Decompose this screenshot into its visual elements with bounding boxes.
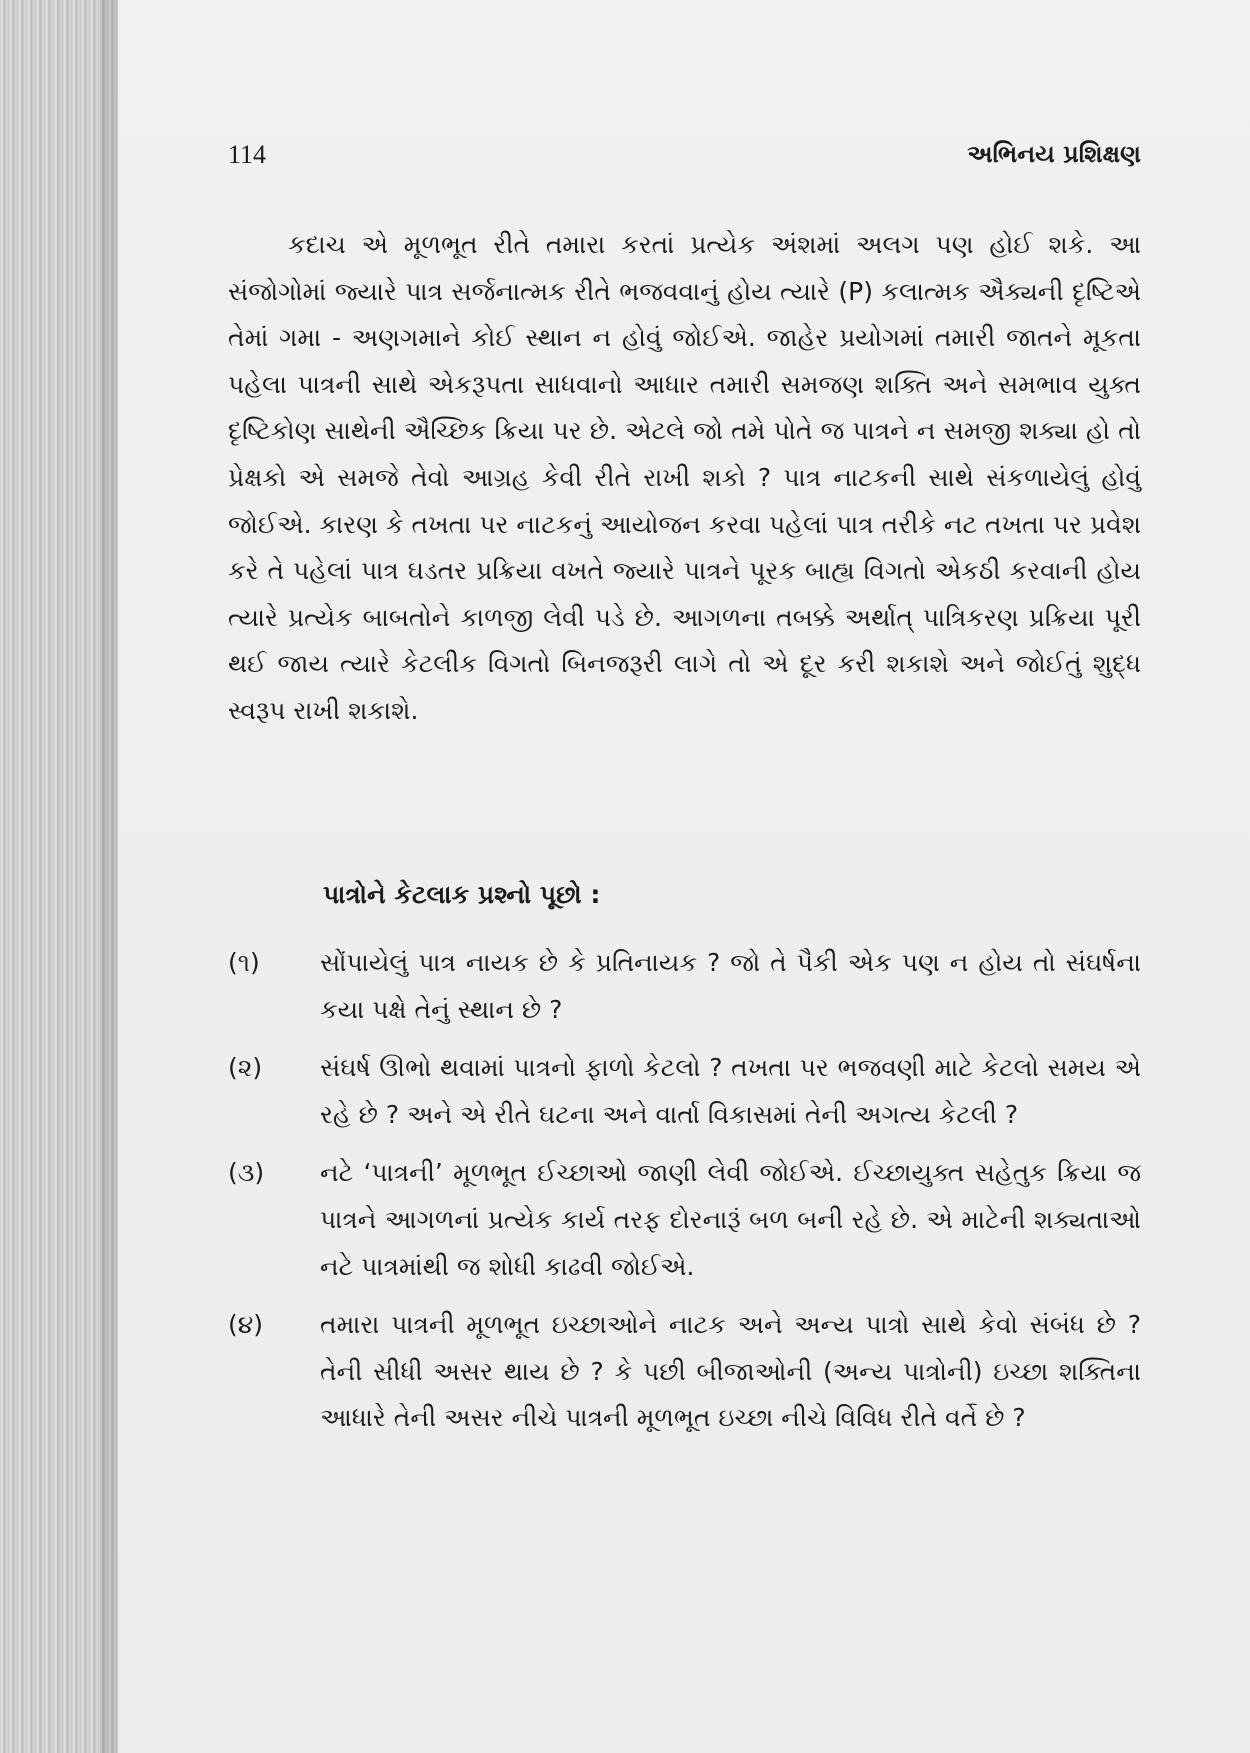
question-item xyxy=(228,940,1141,1033)
question-text: નટે ‘પાત્રની’ મૂળભૂત ઈચ્છાઓ જાણી લેવી જોઈએ. ઈચ્છાયુક્ત સહેતુક ક્રિયા જ પાત્રને આગળનાં પ્રત્યેક કાર્ય તરફ દોરનારૂં બળ બની રહે છે. એ માટેની શક્યતાઓ નટે પાત્રમાંથી જ શોધી કાઢવી જોઈએ. xyxy=(320,1158,1141,1281)
question-item xyxy=(228,1045,1141,1138)
question-number: (૪) xyxy=(228,1310,264,1340)
page-header xyxy=(228,140,1141,180)
question-number: (૩) xyxy=(228,1158,265,1188)
question-list xyxy=(228,940,1141,1454)
question-item xyxy=(228,1150,1141,1290)
page-number: 114 xyxy=(228,140,267,169)
question-text: સોંપાયેલું પાત્ર નાયક છે કે પ્રતિનાયક ? જો તે પૈકી એક પણ ન હોય તો સંઘર્ષના કયા પક્ષે તેનું સ્થાન છે ? xyxy=(320,948,1141,1024)
question-item xyxy=(228,1302,1141,1442)
question-number: (૨) xyxy=(228,1053,263,1083)
question-text: સંઘર્ષ ઊભો થવામાં પાત્રનો ફાળો કેટલો ? તખતા પર ભજવણી માટે કેટલો સમય એ રહે છે ? અને એ રીતે ઘટના અને વાર્તા વિકાસમાં તેની અગત્ય કેટલી ? xyxy=(320,1053,1141,1129)
question-number: (૧) xyxy=(228,948,260,977)
question-text: તમારા પાત્રની મૂળભૂત ઇચ્છાઓને નાટક અને અન્ય પાત્રો સાથે કેવો સંબંધ છે ? તેની સીધી અસર થાય છે ? કે પછી બીજાઓની (અન્ય પાત્રોની) ઇચ્છા શક્તિના આધારે તેની અસર નીચે પાત્રની મૂળભૂત ઇચ્છા નીચે વિવિધ રીતે વર્તે છે ? xyxy=(320,1310,1141,1433)
running-title: અભિનય પ્રશિક્ષણ xyxy=(967,140,1141,168)
section-heading: પાત્રોને કેટલાક પ્રશ્નો પૂછો : xyxy=(323,880,601,909)
body-paragraph: કદાચ એ મૂળભૂત રીતે તમારા કરતાં પ્રત્યેક અંશમાં અલગ પણ હોઈ શકે. આ સંજોગોમાં જ્યારે પાત્ર સર્જનાત્મક રીતે ભજવવાનું હોય ત્યારે (P) કલાત્મક ઐક્યની દૃષ્ટિએ તેમાં ગમા - અણગમાને કોઈ સ્થાન ન હોવું જોઈએ. જાહેર પ્રયોગમાં તમારી જાતને મૂકતા પહેલા પાત્રની સાથે એકરૂપતા સાધવાનો આધાર તમારી સમજણ શક્તિ અને સમભાવ યુક્ત દૃષ્ટિકોણ સાથેની ઐચ્છિક ક્રિયા પર છે. એટલે જો તમે પોતે જ પાત્રને ન સમજી શક્યા હો તો પ્રેક્ષકો એ સમજે તેવો આગ્રહ કેવી રીતે રાખી શકો ? પાત્ર નાટકની સાથે સંકળાયેલું હોવું જોઈએ. કારણ કે તખતા પર નાટકનું આયોજન કરવા પહેલાં પાત્ર તરીકે નટ તખતા પર પ્રવેશ કરે તે પહેલાં પાત્ર ઘડતર પ્રક્રિયા વખતે જ્યારે પાત્રને પૂરક બાહ્ય વિગતો એકઠી કરવાની હોય ત્યારે પ્રત્યેક બાબતોને કાળજી લેવી પડે છે. આગળના તબક્કે અર્થાત્ પાત્રિકરણ પ્રક્રિયા પૂરી થઈ જાય ત્યારે કેટલીક વિગતો બિનજરૂરી લાગે તો એ દૂર કરી શકાશે અને જોઈતું શુદ્ધ સ્વરૂપ રાખી શકાશે. xyxy=(228,230,1141,725)
